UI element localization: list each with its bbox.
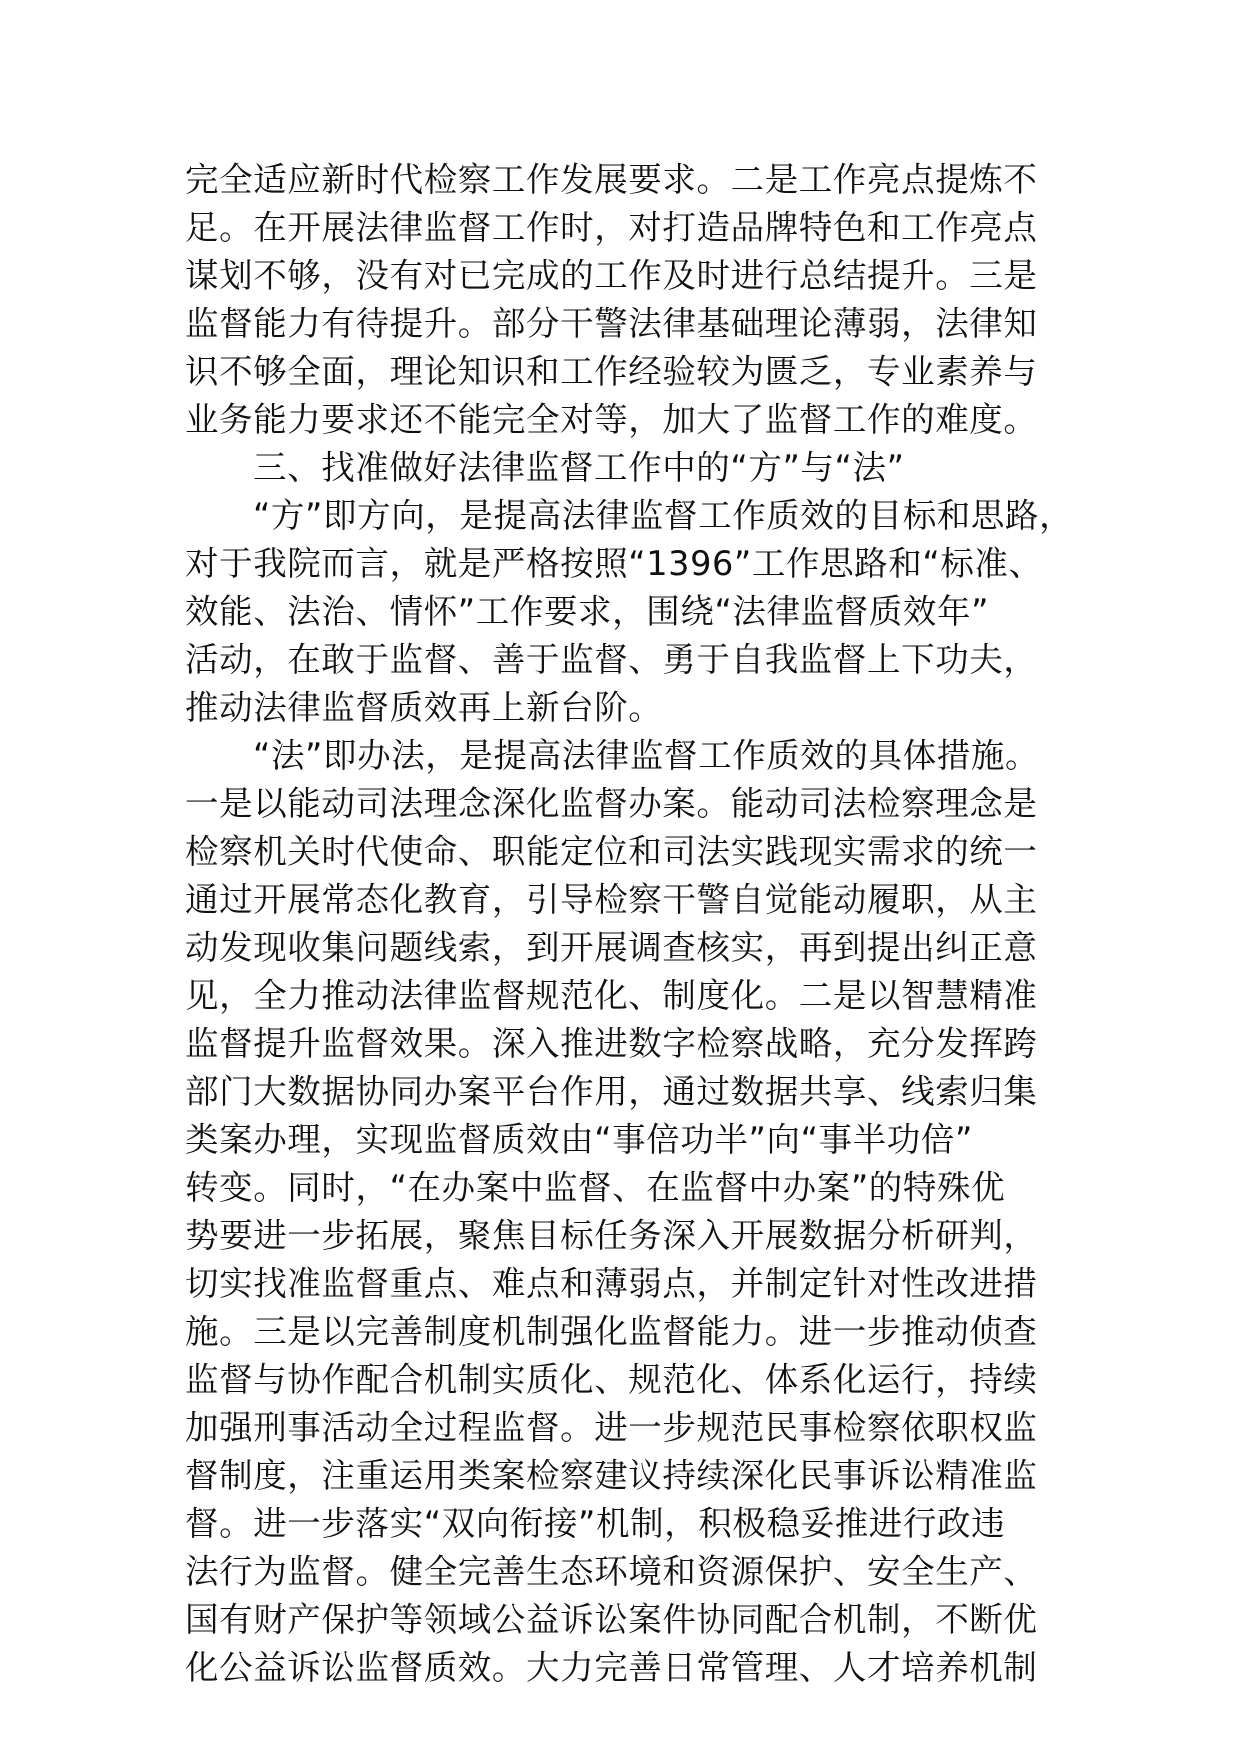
text-line: 加强刑事活动全过程监督。进一步规范民事检察依职权监 — [185, 1408, 1038, 1447]
text-line: 一是以能动司法理念深化监督办案。能动司法检察理念是 — [185, 784, 1038, 823]
text-line: 转变。同时，“在办案中监督、在监督中办案”的特殊优 — [185, 1168, 1006, 1207]
text-line: 足。在开展法律监督工作时，对打造品牌特色和工作亮点 — [185, 208, 1038, 247]
text-line: 业务能力要求还不能完全对等，加大了监督工作的难度。 — [185, 400, 1038, 439]
text-line: 识不够全面，理论知识和工作经验较为匮乏，专业素养与 — [185, 352, 1038, 391]
text-line: 推动法律监督质效再上新台阶。 — [185, 688, 663, 727]
text-line: 完全适应新时代检察工作发展要求。二是工作亮点提炼不 — [185, 160, 1038, 199]
text-line: 国有财产保护等领域公益诉讼案件协同配合机制，不断优 — [185, 1600, 1038, 1639]
text-line: 检察机关时代使命、职能定位和司法实践现实需求的统一 — [185, 832, 1038, 871]
text-line: 动发现收集问题线索，到开展调查核实，再到提出纠正意 — [185, 928, 1038, 967]
text-line: 效能、法治、情怀”工作要求，围绕“法律监督质效年” — [185, 592, 990, 631]
text-line: 法行为监督。健全完善生态环境和资源保护、安全生产、 — [185, 1552, 1038, 1591]
text-line: 类案办理，实现监督质效由“事倍功半”向“事半功倍” — [185, 1120, 973, 1159]
text-line: 监督能力有待提升。部分干警法律基础理论薄弱，法律知 — [185, 304, 1038, 343]
text-line: 督制度，注重运用类案检察建议持续深化民事诉讼精准监 — [185, 1456, 1038, 1495]
text-line: 对于我院而言，就是严格按照“1396”工作思路和“标准、 — [185, 544, 1043, 583]
text-line: “法”即办法，是提高法律监督工作质效的具体措施。 — [253, 736, 1040, 775]
text-line: 监督与协作配合机制实质化、规范化、体系化运行，持续 — [185, 1360, 1038, 1399]
text-line: 督。进一步落实“双向衔接”机制，积极稳妥推进行政违 — [185, 1504, 1006, 1543]
text-line: 见，全力推动法律监督规范化、制度化。二是以智慧精准 — [185, 976, 1038, 1015]
text-line: 部门大数据协同办案平台作用，通过数据共享、线索归集 — [185, 1072, 1038, 1111]
text-line: 通过开展常态化教育，引导检察干警自觉能动履职，从主 — [185, 880, 1038, 919]
text-line: 活动，在敢于监督、善于监督、勇于自我监督上下功夫， — [185, 640, 1038, 679]
section-heading: 三、找准做好法律监督工作中的“方”与“法” — [253, 448, 905, 487]
text-line: 谋划不够，没有对已完成的工作及时进行总结提升。三是 — [185, 256, 1038, 295]
text-line: “方”即方向，是提高法律监督工作质效的目标和思路， — [253, 496, 1074, 535]
text-line: 化公益诉讼监督质效。大力完善日常管理、人才培养机制 — [185, 1648, 1038, 1687]
text-line: 势要进一步拓展，聚焦目标任务深入开展数据分析研判， — [185, 1216, 1038, 1255]
text-line: 施。三是以完善制度机制强化监督能力。进一步推动侦查 — [185, 1312, 1038, 1351]
text-line: 监督提升监督效果。深入推进数字检察战略，充分发挥跨 — [185, 1024, 1038, 1063]
text-line: 切实找准监督重点、难点和薄弱点，并制定针对性改进措 — [185, 1264, 1038, 1303]
